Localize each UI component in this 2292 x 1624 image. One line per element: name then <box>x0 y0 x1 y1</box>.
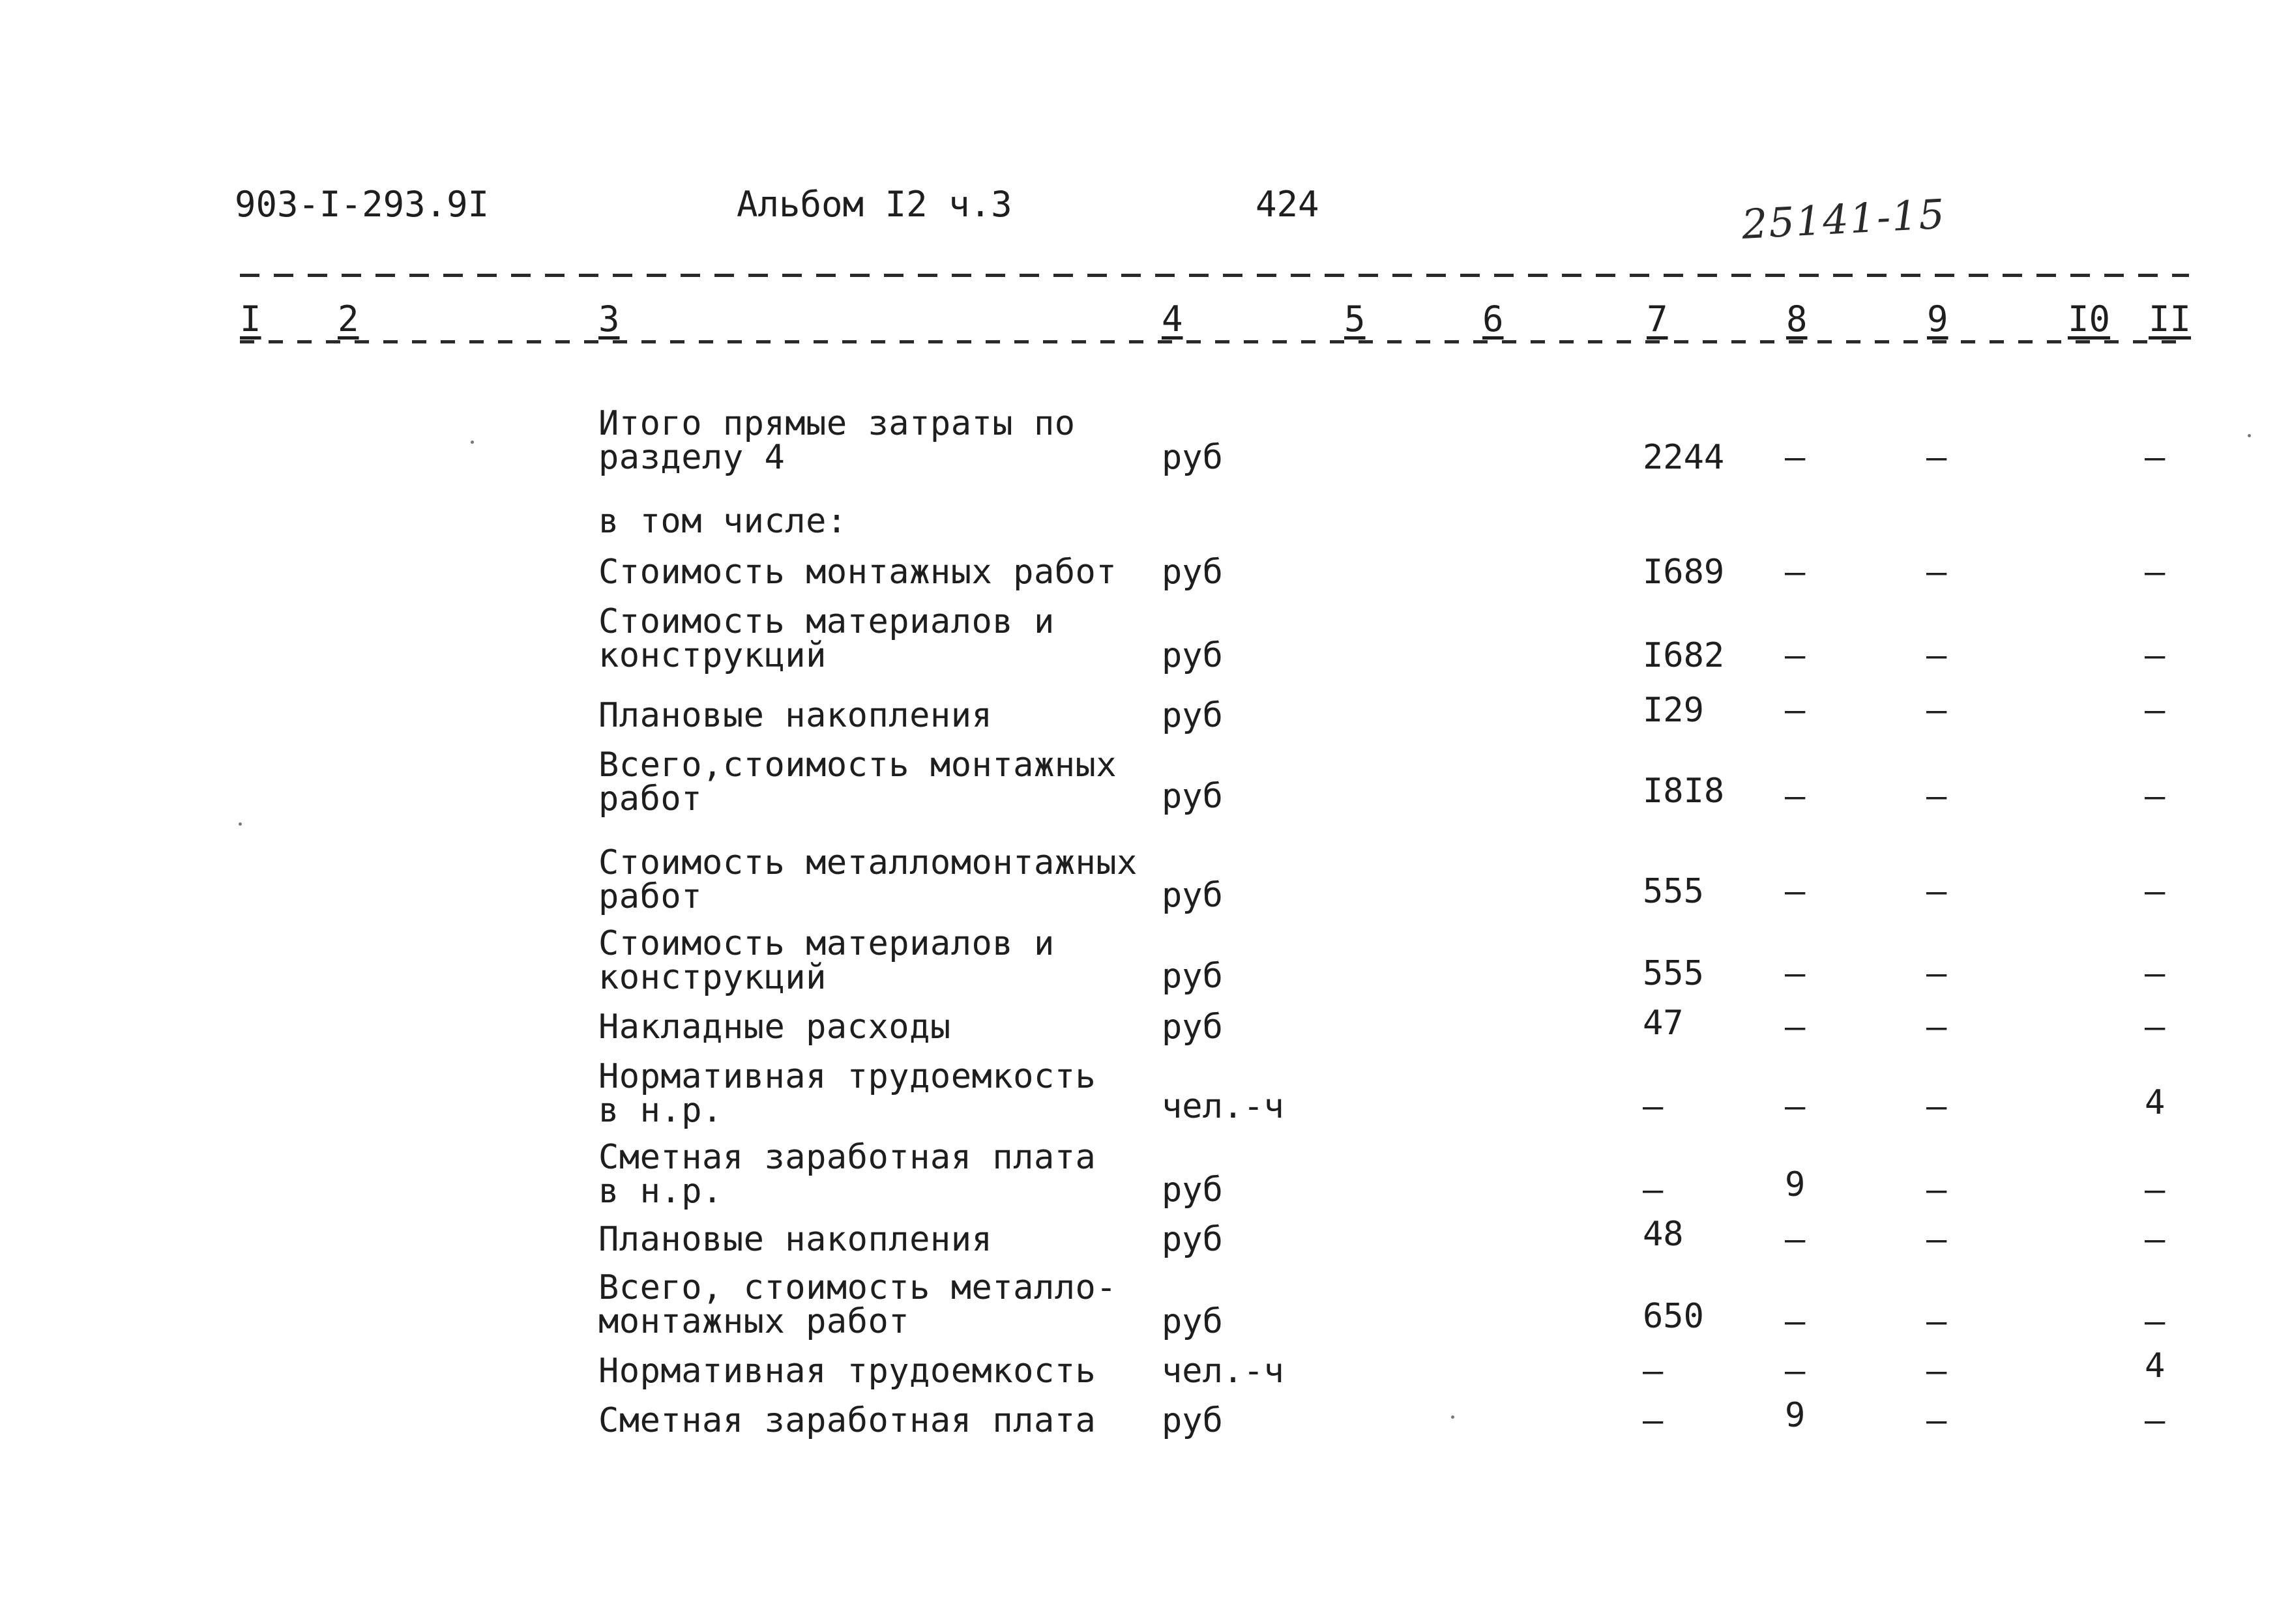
column-number: 5 <box>1342 298 1368 340</box>
top-dashed-rule <box>240 274 2189 277</box>
row-col9: – <box>1926 1401 1947 1440</box>
column-number: II <box>2146 298 2194 340</box>
row-col8: – <box>1785 1087 1806 1126</box>
row-col8: – <box>1785 954 1806 993</box>
column-number: I <box>237 298 264 340</box>
column-dashed-rule <box>240 340 2189 343</box>
row-unit: руб <box>1162 1401 1223 1440</box>
row-col7: 555 <box>1643 954 1704 993</box>
row-unit: чел.-ч <box>1162 1352 1284 1391</box>
row-col7: – <box>1643 1352 1664 1391</box>
row-description: Нормативная трудоемкость в н.р. <box>598 1057 1096 1130</box>
row-col8: – <box>1785 1008 1806 1047</box>
row-col11: – <box>2145 438 2166 477</box>
row-col8: – <box>1785 636 1806 675</box>
row-col8: – <box>1785 1302 1806 1341</box>
row-col8: – <box>1785 777 1806 816</box>
row-col11: – <box>2145 1302 2166 1341</box>
column-number: 8 <box>1784 298 1810 340</box>
row-col9: – <box>1926 1087 1947 1126</box>
row-col7: – <box>1643 1401 1664 1440</box>
row-col7: I29 <box>1643 691 1704 730</box>
row-col8: – <box>1785 553 1806 592</box>
row-col9: – <box>1926 777 1947 816</box>
document-code: 903-I-293.9I <box>235 184 490 225</box>
row-col11: – <box>2145 1008 2166 1047</box>
row-col11: – <box>2145 777 2166 816</box>
row-col7: 650 <box>1643 1297 1704 1336</box>
row-col8: – <box>1785 691 1806 730</box>
row-col8: 9 <box>1785 1165 1806 1204</box>
row-col11: – <box>2145 954 2166 993</box>
row-col9: – <box>1926 553 1947 592</box>
row-description: Сметная заработная плата в н.р. <box>598 1138 1096 1211</box>
row-col11: 4 <box>2145 1346 2166 1385</box>
column-number: 2 <box>335 298 362 340</box>
row-unit: руб <box>1162 957 1223 996</box>
row-col9: – <box>1926 691 1947 730</box>
row-col11: – <box>2145 1220 2166 1259</box>
row-unit: руб <box>1162 636 1223 675</box>
row-col7: 47 <box>1643 1004 1684 1043</box>
row-unit: руб <box>1162 1170 1223 1210</box>
handwritten-number: 25141-15 <box>1741 190 1947 248</box>
row-col11: – <box>2145 636 2166 675</box>
row-description: Накладные расходы <box>598 1008 951 1047</box>
row-description: Нормативная трудоемкость <box>598 1352 1096 1391</box>
page-number: 424 <box>1256 184 1319 225</box>
row-col8: 9 <box>1785 1396 1806 1435</box>
row-col9: – <box>1926 1220 1947 1259</box>
row-description: Итого прямые затраты по разделу 4 <box>598 404 1076 477</box>
row-col9: – <box>1926 1352 1947 1391</box>
row-col7: 555 <box>1643 872 1704 911</box>
row-unit: руб <box>1162 438 1223 477</box>
scan-speck <box>1451 1415 1454 1419</box>
row-description: Стоимость материалов и конструкций <box>598 602 1055 675</box>
row-col9: – <box>1926 954 1947 993</box>
scan-speck <box>2248 434 2251 437</box>
column-number: 3 <box>596 298 623 340</box>
row-description: Всего,стоимость монтажных работ <box>598 746 1117 819</box>
row-col9: – <box>1926 1170 1947 1210</box>
row-unit: руб <box>1162 553 1223 592</box>
row-unit: чел.-ч <box>1162 1087 1284 1126</box>
column-number: 4 <box>1159 298 1186 340</box>
row-col7: 48 <box>1643 1215 1684 1254</box>
scan-speck <box>239 822 242 826</box>
row-col7: I8I8 <box>1643 772 1725 811</box>
row-unit: руб <box>1162 1220 1223 1259</box>
row-col11: – <box>2145 553 2166 592</box>
row-col7: – <box>1643 1087 1664 1126</box>
row-col9: – <box>1926 1008 1947 1047</box>
row-col8: – <box>1785 438 1806 477</box>
column-number: 6 <box>1480 298 1506 340</box>
row-description: Плановые накопления <box>598 1220 993 1259</box>
row-col8: – <box>1785 1220 1806 1259</box>
column-number: I0 <box>2065 298 2113 340</box>
row-unit: руб <box>1162 876 1223 915</box>
row-col9: – <box>1926 872 1947 911</box>
row-description: Сметная заработная плата <box>598 1401 1096 1440</box>
row-description: Всего, стоимость металло- монтажных работ <box>598 1268 1117 1341</box>
row-description: Плановые накопления <box>598 696 993 735</box>
row-col9: – <box>1926 438 1947 477</box>
row-col7: 2244 <box>1643 438 1725 477</box>
row-unit: руб <box>1162 1008 1223 1047</box>
row-col11: – <box>2145 1401 2166 1440</box>
row-col11: – <box>2145 872 2166 911</box>
row-col8: – <box>1785 1352 1806 1391</box>
row-unit: руб <box>1162 1302 1223 1341</box>
row-col8: – <box>1785 872 1806 911</box>
column-number: 7 <box>1644 298 1671 340</box>
scan-speck <box>471 441 474 444</box>
row-col7: – <box>1643 1170 1664 1210</box>
row-description: в том числе: <box>598 502 847 541</box>
row-col9: – <box>1926 636 1947 675</box>
row-description: Стоимость материалов и конструкций <box>598 924 1055 997</box>
column-number: 9 <box>1924 298 1951 340</box>
row-col9: – <box>1926 1302 1947 1341</box>
row-unit: руб <box>1162 777 1223 816</box>
row-col11: – <box>2145 1170 2166 1210</box>
row-col7: I689 <box>1643 553 1725 592</box>
row-col7: I682 <box>1643 636 1725 675</box>
row-unit: руб <box>1162 696 1223 735</box>
album-label: Альбом I2 ч.3 <box>737 184 1012 225</box>
row-description: Стоимость металломонтажных работ <box>598 843 1138 916</box>
row-col11: 4 <box>2145 1083 2166 1122</box>
row-col11: – <box>2145 691 2166 730</box>
row-description: Стоимость монтажных работ <box>598 553 1117 592</box>
